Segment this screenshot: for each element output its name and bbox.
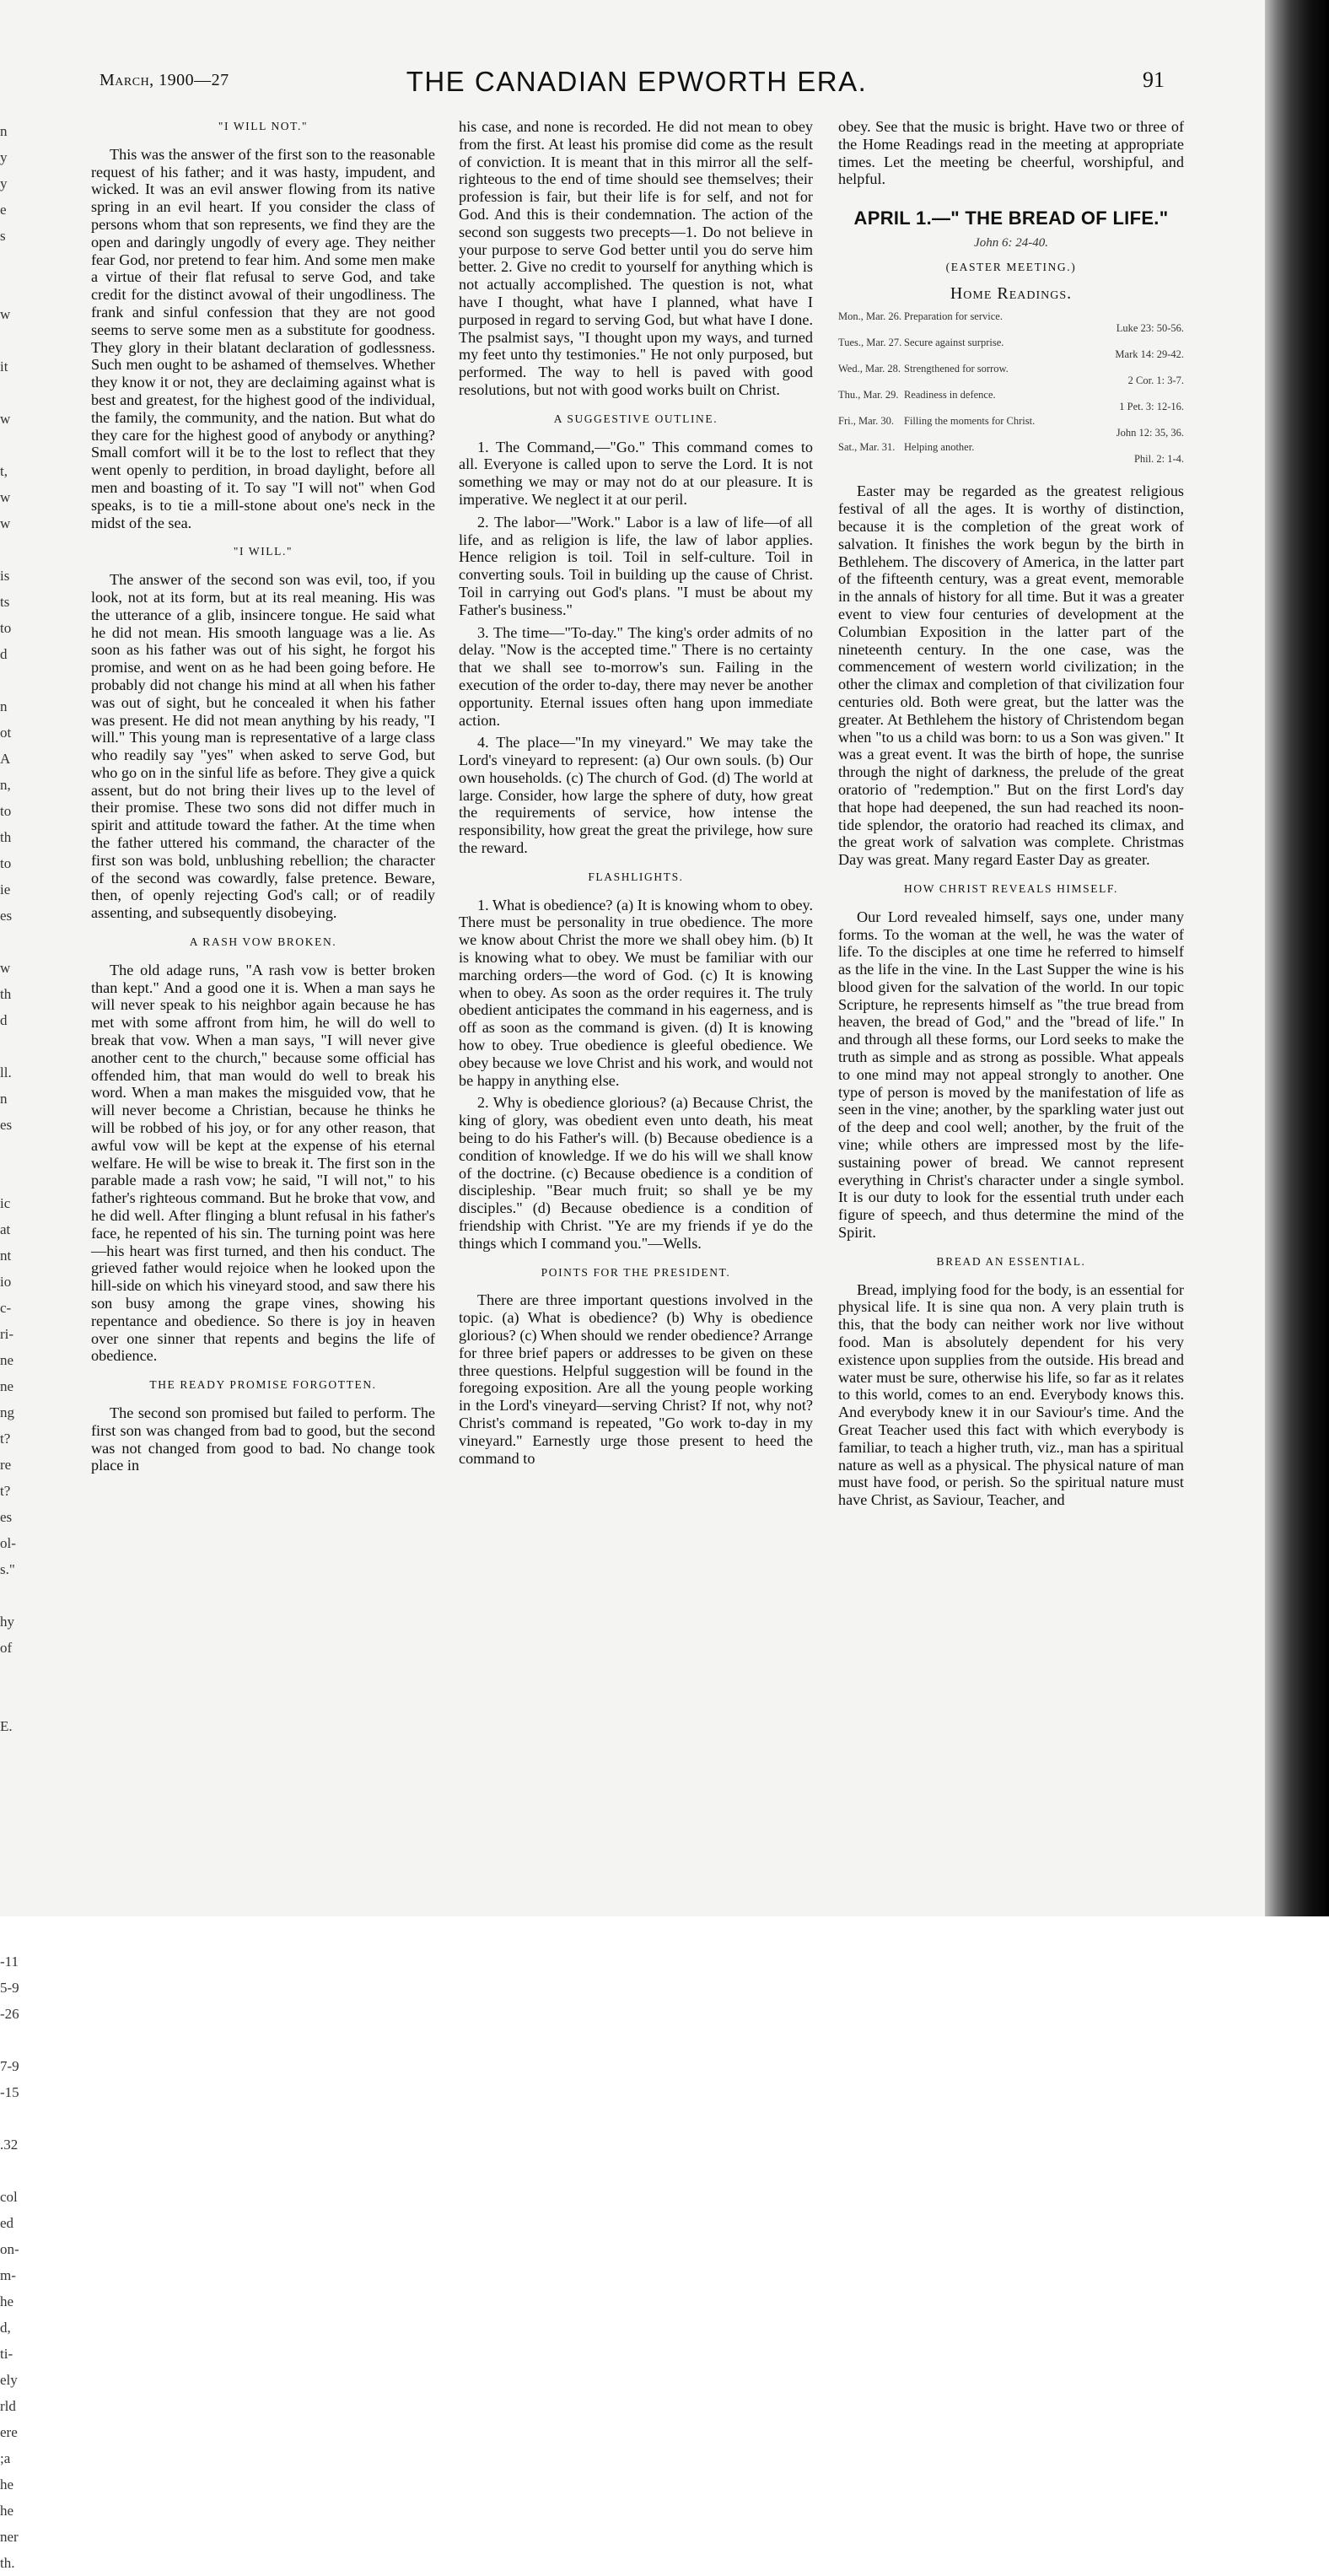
- paragraph: 1. The Command,—"Go." This command comes to all. Everyone is called upon to serve the Lord. It is not something we may or may not do at our pleasure. It is imperative. We neglect it at our peril.: [459, 438, 813, 508]
- reading-reference: Mark 14: 29-42.: [1115, 348, 1184, 361]
- margin-fragment: n: [0, 698, 8, 714]
- paragraph: The second son promised but failed to perform. The first son was changed from bad to good, but the second was not changed from good to bad. No change took place in: [91, 1404, 435, 1474]
- margin-fragment: [0, 2027, 19, 2053]
- reading-day: Fri., Mar. 30.: [838, 415, 894, 428]
- reading-reference: Luke 23: 50-56.: [1116, 322, 1184, 335]
- paragraph: The answer of the second son was evil, too, if you look, not at its form, but at its real meaning. His was the utterance of a glib, insincere tongue. He said what he did not mean. His smooth language was a lie. As soon as his father was out of his sight, he forgot his promise, and went on as he had been going before. He probably did not change his mind at all when his father was out of sight, but he concealed it when his father was present. He did not mean anything by his ready, "I will." This young man is representative of a large class who readily say "yes" when asked to serve God, but who go on in the sinful life as before. They give a quick assent, but do not bring their lives up to the level of their promise. These two sons did not differ much in spirit and attitude toward the father. At the time when the father uttered his command, the character of the first son was bold, unblushing rebellion; the character of the second was cowardly, false pretence. Beware, then, of openly rejecting God's call; or of readily assenting, and subsequently disobeying.: [91, 571, 435, 922]
- margin-fragment: [0, 1844, 19, 1870]
- margin-fragment: nt: [0, 1248, 12, 1264]
- margin-fragment: to: [0, 620, 12, 636]
- margin-fragment: n: [0, 123, 8, 139]
- margin-fragment: [0, 929, 19, 955]
- reading-topic: Filling the moments for Christ.: [904, 415, 1036, 428]
- margin-fragment: at: [0, 1221, 11, 1237]
- facing-page-fragments: [0, 118, 19, 2571]
- page-number: 91: [1143, 67, 1165, 92]
- margin-fragment: ol-: [0, 1535, 16, 1551]
- paragraph: 2. The labor—"Work." Labor is a law of life—of all life, and as religion is life, the law of labor applies. Hence religion is toil. Toil in self-culture. Toil in converting souls. Toil in building up the cause of Christ. Toil in carrying out God's plans. "I must be about my Father's business.": [459, 513, 813, 618]
- reading-content: [904, 415, 1184, 441]
- margin-fragment: col: [0, 2189, 18, 2205]
- paragraph: This was the answer of the first son to the reasonable request of his father; and it was hasty, impudent, and wicked. It was an evil answer flowing from its native spring in an evil heart. If you consider the class of persons whom that son represents, we find they are the open and daringly ungodly of every age. They neither fear God, nor pretend to fear him. And some men make a virtue of their flat refusal to serve God, and take credit for the distinct avowal of their ungodliness. The frank and sinful confession that they are not good seems to serve some men as a substitute for goodness. They glory in their blatant declaration of godlessness. Such men ought to be ashamed of themselves. Whether they know it or not, they are declaiming against what is best and greatest, for the highest good of the individual, the family, the community, and the nation. But what do they care for the highest good of anybody or anything? Small comfort will it be to the lost to reflect that they went openly to perdition, in broad daylight, before all men and boasting of it. To say "I will not" when God speaks, is to tie a mill-stone about one's neck in the midst of the sea.: [91, 145, 435, 531]
- reading-row: [838, 389, 1184, 415]
- paragraph: 2. Why is obedience glorious? (a) Because Christ, the king of glory, was obedient even unto death, his meat being to do his Father's will. (b) Because obedience is a condition of knowledge. If we do his will we shall know of the doctrine. (c) Because obedience is a condition of discipleship. "Bear much fruit; so shall ye be my disciples." (d) Because obedience is a condition of friendship with Christ. "Ye are my friends if ye do the things which I command you."—Wells.: [459, 1094, 813, 1252]
- reading-content: [904, 441, 1184, 467]
- reading-reference: Phil. 2: 1-4.: [1133, 453, 1184, 466]
- paragraph: Our Lord revealed himself, says one, under many forms. To the woman at the well, he was the water of life. To the disciples at one time he referred to himself as the life in the vine. In the Last Supper the wine is his blood given for the salvation of the world. In our topic Scripture, he represents himself as "the true bread from heaven, the bread of God," and the "bread of life." In and through all these forms, our Lord seeks to make the truth as simple and as strong as possible. What appeals to one mind may not appeal strongly to another. One type of person is moved by the manifestation of life as seen in the vine; another, by the sparkling water just out of the deep and cool well; another, by the fruit of the vine; while others are impressed most by the life-sustaining power of bread. We cannot represent everything in Christ's character under a single symbol. It is our duty to look for the essential truth under each figure of speech, and thus determine the mind of the Spirit.: [838, 908, 1184, 1242]
- paragraph: There are three important questions involved in the topic. (a) What is obedience? (b) Why is obedience glorious? (c) When should we render obedience? Arrange for three brief papers or addresses to be given on these three questions. Helpful suggestion will be found in the foregoing exposition. Are all the young people working in the Lord's vineyard—serving Christ? If not, why not? Christ's command is repeated, "Go work to-day in my vineyard." Earnestly urge those present to heed the command to: [459, 1291, 813, 1467]
- margin-fragment: d: [0, 1012, 8, 1028]
- margin-fragment: s.": [0, 1561, 15, 1577]
- margin-fragment: -26: [0, 2006, 19, 2022]
- reading-row: [838, 363, 1184, 389]
- margin-fragment: [0, 1661, 19, 1687]
- margin-fragment: e: [0, 202, 7, 218]
- section-heading: HOW CHRIST REVEALS HIMSELF.: [904, 881, 1118, 895]
- section-heading: A SUGGESTIVE OUTLINE.: [553, 412, 718, 425]
- section-heading: A RASH VOW BROKEN.: [189, 935, 337, 949]
- reading-row: [838, 337, 1184, 363]
- paragraph: 1. What is obedience? (a) It is knowing whom to obey. There must be personality in true obedience. The more we know about Christ the more we shall obey him. (b) It is knowing what to obey. We must be familiar with our marching orders—the word of God. (c) It is knowing when to obey. As soon as the order requires it. The truly obedient anticipates the command in his eagerness, and is off as soon as the command is given. (d) It is knowing how to obey. True obedience is gleeful obedience. We obey because we love Christ and his work, and would not be happy in anything else.: [459, 896, 813, 1089]
- margin-fragment: ed: [0, 2215, 14, 2231]
- margin-fragment: -15: [0, 2084, 19, 2100]
- margin-fragment: d: [0, 646, 8, 662]
- margin-fragment: on-: [0, 2241, 19, 2257]
- margin-fragment: ner: [0, 2529, 19, 2545]
- margin-fragment: t,: [0, 463, 8, 479]
- margin-fragment: [0, 1818, 19, 1844]
- scripture-reference: John 6: 24-40.: [974, 235, 1048, 250]
- book-spine: [1265, 0, 1329, 1916]
- margin-fragment: -11: [0, 1954, 19, 1970]
- margin-fragment: [0, 249, 19, 275]
- column-2: [459, 118, 813, 1472]
- margin-fragment: ;a: [0, 2450, 11, 2466]
- paragraph: 4. The place—"In my vineyard." We may take the Lord's vineyard to represent: (a) Our own souls. (b) Our own households. (c) The church of God. (d) The world at large. Consider, how large the sphere of duty, how great the requirements of service, how intense the responsibility, how great the great the privilege, how sure the reward.: [459, 734, 813, 857]
- intro-paragraph: obey. See that the music is bright. Have two or three of the Home Readings read in the meeting at appropriate times. Let the meeting be cheerful, worshipful, and helpful.: [838, 118, 1184, 188]
- margin-fragment: rld: [0, 2398, 16, 2414]
- reading-content: [904, 363, 1184, 389]
- margin-fragment: [0, 1033, 19, 1059]
- margin-fragment: .32: [0, 2137, 19, 2153]
- section-heading: "I WILL NOT.": [218, 120, 309, 132]
- margin-fragment: ie: [0, 881, 11, 897]
- margin-fragment: 7-9: [0, 2058, 19, 2074]
- margin-fragment: of: [0, 1640, 13, 1656]
- section-heading: POINTS FOR THE PRESIDENT.: [541, 1265, 731, 1279]
- margin-fragment: t?: [0, 1431, 11, 1447]
- margin-fragment: ely: [0, 2372, 18, 2388]
- paragraph: his case, and none is recorded. He did not mean to obey from the first. At least his promise did come as the result of conviction. It is meant that in this mirror all the self-righteous to the end of time should see themselves; their profession is fair, but their life is for self, and not for God. And this is their condemnation. The action of the second son suggests two precepts—1. Do not believe in your purpose to serve God better until you do serve him better. 2. Give no credit to yourself for anything which is not actually accomplished. The question is not, what have I thought, what have I planned, what have I purposed in regard to serving God, but what have I done. The psalmist says, "I thought upon my ways, and turned my feet unto thy testimonies." He not only purposed, but performed. The way to hell is paved with good resolutions, but not with good works built on Christ.: [459, 118, 813, 398]
- margin-fragment: [0, 1739, 19, 1765]
- paragraph: Bread, implying food for the body, is an essential for physical life. It is sine qua non. A very plain truth is this, that the body can neither work nor live without food. Man is absolutely dependent for his very existence upon supplies from the outside. His bread and water must be sure, otherwise his life, so far as it relates to this world, comes to an end. Everybody knows this. And everybody knew it in our Saviour's time. And the Great Teacher used this fact with which everybody is familiar, to teach a higher truth, viz., man has a spiritual nature as well as a physical. The physical nature of man must have food, or perish. So the spiritual nature must have Christ, as Saviour, Teacher, and: [838, 1280, 1184, 1509]
- reading-row: [838, 310, 1184, 337]
- column-1: [91, 118, 435, 1479]
- margin-fragment: n,: [0, 777, 11, 793]
- reading-reference: 2 Cor. 1: 3-7.: [1127, 375, 1184, 387]
- margin-fragment: [0, 1896, 19, 1922]
- margin-fragment: [0, 2105, 19, 2131]
- margin-fragment: 5-9: [0, 1980, 19, 1996]
- margin-fragment: [0, 1922, 19, 1948]
- margin-fragment: hy: [0, 1614, 14, 1630]
- margin-fragment: s: [0, 228, 6, 244]
- margin-fragment: [0, 1164, 19, 1190]
- margin-fragment: [0, 1687, 19, 1713]
- margin-fragment: ic: [0, 1195, 11, 1211]
- margin-fragment: ti-: [0, 2346, 13, 2362]
- margin-fragment: [0, 1870, 19, 1896]
- margin-fragment: [0, 432, 19, 458]
- margin-fragment: w: [0, 306, 11, 322]
- margin-fragment: t?: [0, 1483, 11, 1499]
- margin-fragment: th: [0, 829, 12, 845]
- margin-fragment: th: [0, 986, 12, 1002]
- reading-topic: Helping another.: [904, 441, 975, 454]
- reading-topic: Readiness in defence.: [904, 389, 996, 401]
- margin-fragment: re: [0, 1457, 12, 1473]
- reading-topic: Strengthened for sorrow.: [904, 363, 1009, 375]
- margin-fragment: [0, 327, 19, 353]
- issue-date: March, 1900—27: [100, 71, 229, 89]
- margin-fragment: w: [0, 515, 11, 531]
- reading-row: [838, 441, 1184, 467]
- reading-topic: Preparation for service.: [904, 310, 1003, 323]
- margin-fragment: E.: [0, 1718, 13, 1734]
- margin-fragment: w: [0, 411, 11, 427]
- margin-fragment: c-: [0, 1300, 12, 1316]
- margin-fragment: [0, 536, 19, 563]
- margin-fragment: is: [0, 568, 10, 584]
- margin-fragment: A: [0, 751, 11, 767]
- margin-fragment: es: [0, 1509, 13, 1525]
- margin-fragment: y: [0, 175, 8, 191]
- margin-fragment: [0, 1765, 19, 1792]
- margin-fragment: ne: [0, 1378, 14, 1394]
- reading-topic: Secure against surprise.: [904, 337, 1004, 349]
- margin-fragment: ere: [0, 2424, 18, 2440]
- margin-fragment: to: [0, 855, 12, 871]
- margin-fragment: ot: [0, 725, 12, 741]
- margin-fragment: n: [0, 1091, 8, 1107]
- margin-fragment: ng: [0, 1404, 14, 1420]
- margin-fragment: [0, 1792, 19, 1818]
- margin-fragment: ll.: [0, 1064, 12, 1081]
- reading-day: Mon., Mar. 26.: [838, 310, 901, 323]
- margin-fragment: es: [0, 1117, 13, 1133]
- margin-fragment: ne: [0, 1352, 14, 1368]
- reading-content: [904, 389, 1184, 415]
- margin-fragment: [0, 667, 19, 693]
- section-heading: FLASHLIGHTS.: [588, 870, 684, 883]
- margin-fragment: ri-: [0, 1326, 14, 1342]
- reading-content: [904, 337, 1184, 363]
- margin-fragment: w: [0, 960, 11, 976]
- paragraph: Easter may be regarded as the greatest religious festival of all the ages. It is worthy of distinction, because it is the completion of the great work of salvation. It finishes the work begun by the birth in Bethlehem. The discovery of America, in the latter part of the fifteenth century, was a great event, memorable in the annals of history for all time. But it was a greater event to view four centuries of development at the Columbian Exposition in the latter part of the nineteenth century. In the one case, was the commencement of western world civilization; in the other the climax and completion of that civilization four centuries old. Both were great, but the latter was the greater. At Bethlehem the history of Christendom began when "to us a child was born: to us a Son was given." It was a great event. It was the birth of hope, the sunrise through the night of darkness, the prelude of the great oratorio of "redemption." But on the first Lord's day that hope had deepened, the sun had reached its noon-tide splendor, the oratorio had reached its climax, and the great work of salvation was complete. Christmas Day was great. Many regard Easter Day as greater.: [838, 482, 1184, 869]
- margin-fragment: [0, 1138, 19, 1164]
- topic-title: APRIL 1.—" THE BREAD OF LIFE.": [853, 207, 1169, 229]
- margin-fragment: to: [0, 803, 12, 819]
- reading-reference: 1 Pet. 3: 12-16.: [1119, 401, 1184, 413]
- margin-fragment: th.: [0, 2555, 15, 2571]
- reading-row: [838, 415, 1184, 441]
- margin-fragment: w: [0, 489, 11, 505]
- margin-fragment: ts: [0, 594, 10, 610]
- reading-day: Sat., Mar. 31.: [838, 441, 896, 454]
- margin-fragment: io: [0, 1274, 12, 1290]
- home-readings-table: [838, 310, 1184, 467]
- reading-day: Wed., Mar. 28.: [838, 363, 901, 375]
- column-3-body: [838, 482, 1184, 1509]
- meeting-type: (EASTER MEETING.): [945, 260, 1077, 273]
- margin-fragment: it: [0, 358, 8, 375]
- section-heading: THE READY PROMISE FORGOTTEN.: [149, 1378, 377, 1392]
- publication-title: THE CANADIAN EPWORTH ERA.: [406, 66, 868, 97]
- margin-fragment: [0, 275, 19, 301]
- margin-fragment: es: [0, 908, 13, 924]
- section-heading: "I WILL.": [233, 545, 293, 558]
- margin-fragment: [0, 380, 19, 406]
- margin-fragment: he: [0, 2293, 14, 2309]
- reading-day: Tues., Mar. 27.: [838, 337, 902, 349]
- reading-content: [904, 310, 1184, 337]
- section-heading: BREAD AN ESSENTIAL.: [936, 1254, 1086, 1268]
- margin-fragment: he: [0, 2503, 14, 2519]
- column-3: [838, 118, 1184, 1514]
- margin-fragment: [0, 1582, 19, 1609]
- margin-fragment: d,: [0, 2320, 11, 2336]
- page-header: [0, 66, 1265, 100]
- margin-fragment: y: [0, 149, 8, 165]
- margin-fragment: m-: [0, 2267, 16, 2283]
- reading-day: Thu., Mar. 29.: [838, 389, 899, 401]
- margin-fragment: he: [0, 2476, 14, 2492]
- reading-reference: John 12: 35, 36.: [1116, 427, 1184, 439]
- home-readings-title: Home Readings.: [950, 283, 1073, 303]
- paragraph: 3. The time—"To-day." The king's order admits of no delay. "Now is the accepted time." There is no certainty that we shall see to-morrow's sun. Failing in the execution of the order to-day, there may never be another opportunity. Eternal issues often hang upon immediate action.: [459, 623, 813, 729]
- margin-fragment: [0, 2158, 19, 2184]
- paragraph: The old adage runs, "A rash vow is better broken than kept." And a good one it is. When a man says he will never speak to his neighbor again because he has met with some affront from him, he will do well to break that vow. When a man says, "I will never give another cent to the church," because some official has offended him, that man would do well to break his word. When a man makes the misguided vow, that he will never become a Christian, because he thinks he will be robbed of his joy, or for any other reason, that awful vow will be kept at the expense of his eternal welfare. He will be wise to break it. The first son in the parable made a rash vow; he said, "I will not," to his father's righteous command. But he broke that vow, and he did well. After flinging a blunt refusal in his father's face, he repented of his sin. The turning point was here—his heart was first turned, and then his conduct. The grieved father would rejoice when he looked upon the hill-side on which his vineyard stood, and saw there his son busy among the grape vines, showing his repentance and obedience. So there is joy in heaven over one sinner that repents and begins the life of obedience.: [91, 961, 435, 1365]
